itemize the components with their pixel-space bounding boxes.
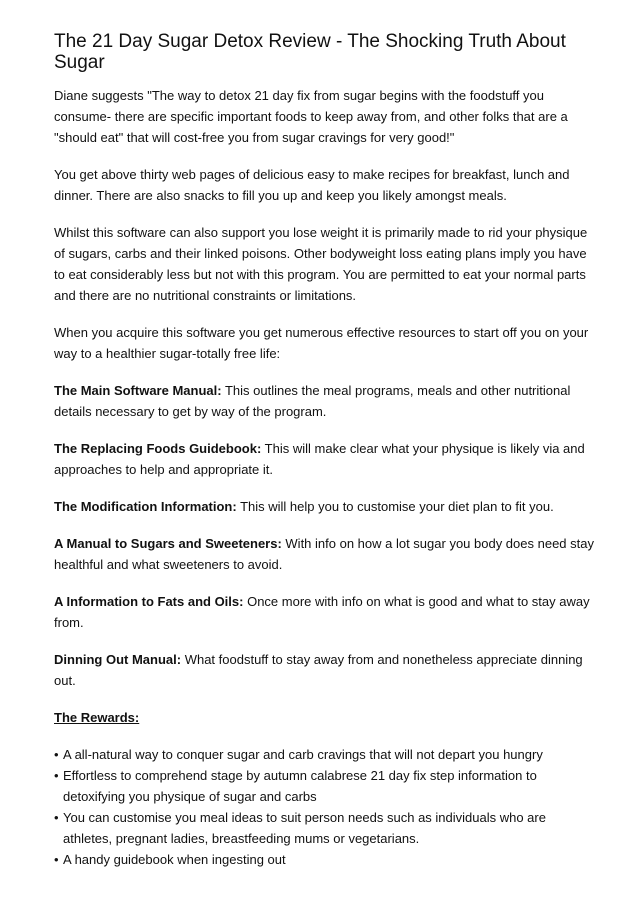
resource-modification	[54, 496, 594, 517]
resource-label: A Manual to Sugars and Sweeteners:	[54, 536, 282, 551]
resource-text: With info on how a lot sugar you body does need stay healthful and what sweeteners to avoid.	[54, 536, 594, 572]
list-item	[54, 744, 594, 765]
resource-label: The Replacing Foods Guidebook:	[54, 441, 262, 456]
resource-fats-oils	[54, 591, 594, 633]
resource-label: The Main Software Manual:	[54, 383, 222, 398]
resource-replacing-foods	[54, 438, 594, 480]
list-item-text: A handy guidebook when ingesting out	[63, 852, 286, 867]
list-item-text: A all-natural way to conquer sugar and carb cravings that will not depart you hungry	[63, 747, 543, 762]
resource-text: Once more with info on what is good and what to stay away from.	[54, 594, 590, 630]
list-item	[54, 807, 594, 849]
bullet-icon: •	[54, 852, 59, 867]
recipes-paragraph: You get above thirty web pages of delicious easy to make recipes for breakfast, lunch and dinner. There are also snacks to fill you up and keep you likely amongst meals.	[54, 167, 570, 203]
list-item-text: You can customise you meal ideas to suit person needs such as individuals who are athletes, pregnant ladies, breastfeeding mums or vegetarians.	[63, 810, 546, 846]
rewards-heading	[54, 707, 594, 728]
resource-text: This outlines the meal programs, meals and other nutritional details necessary to get by way of the program.	[54, 383, 571, 419]
resource-label: Dinning Out Manual:	[54, 652, 182, 667]
rewards-list	[54, 744, 594, 870]
document-title: The 21 Day Sugar Detox Review - The Shocking Truth About Sugar	[54, 31, 566, 73]
bullet-icon: •	[54, 810, 59, 825]
purpose-paragraph: Whilst this software can also support you lose weight it is primarily made to rid your physique of sugars, carbs and their linked poisons. Other bodyweight loss eating plans imply you have to eat considerably less but not with this program. You are permitted to eat your normal parts and there are no nutritional constraints or limitations.	[54, 225, 588, 303]
list-item	[54, 849, 594, 870]
resource-label: A Information to Fats and Oils:	[54, 594, 244, 609]
resource-text: This will make clear what your physique is likely via and approaches to help and appropriate it.	[54, 441, 585, 477]
resource-main-manual	[54, 380, 594, 422]
list-item	[54, 765, 594, 807]
bullet-icon: •	[54, 768, 59, 783]
resources-intro-paragraph: When you acquire this software you get numerous effective resources to start off you on your way to a healthier sugar-totally free life:	[54, 325, 589, 361]
document-page	[54, 31, 594, 870]
resource-text: What foodstuff to stay away from and nonetheless appreciate dinning out.	[54, 652, 583, 688]
resource-sugars-sweeteners	[54, 533, 594, 575]
intro-paragraph: Diane suggests "The way to detox 21 day fix from sugar begins with the foodstuff you consume- there are specific important foods to keep away from, and other folks that are a "should eat" that will cost-free you from sugar cravings for very good!"	[54, 88, 568, 145]
resource-text: This will help you to customise your diet plan to fit you.	[236, 499, 554, 514]
rewards-title: The Rewards:	[54, 710, 140, 725]
list-item-text: Effortless to comprehend stage by autumn calabrese 21 day fix step information to detoxifying you physique of sugar and carbs	[63, 768, 537, 804]
bullet-icon: •	[54, 747, 59, 762]
resource-dining-out	[54, 649, 594, 691]
resource-label: The Modification Information:	[54, 499, 237, 514]
